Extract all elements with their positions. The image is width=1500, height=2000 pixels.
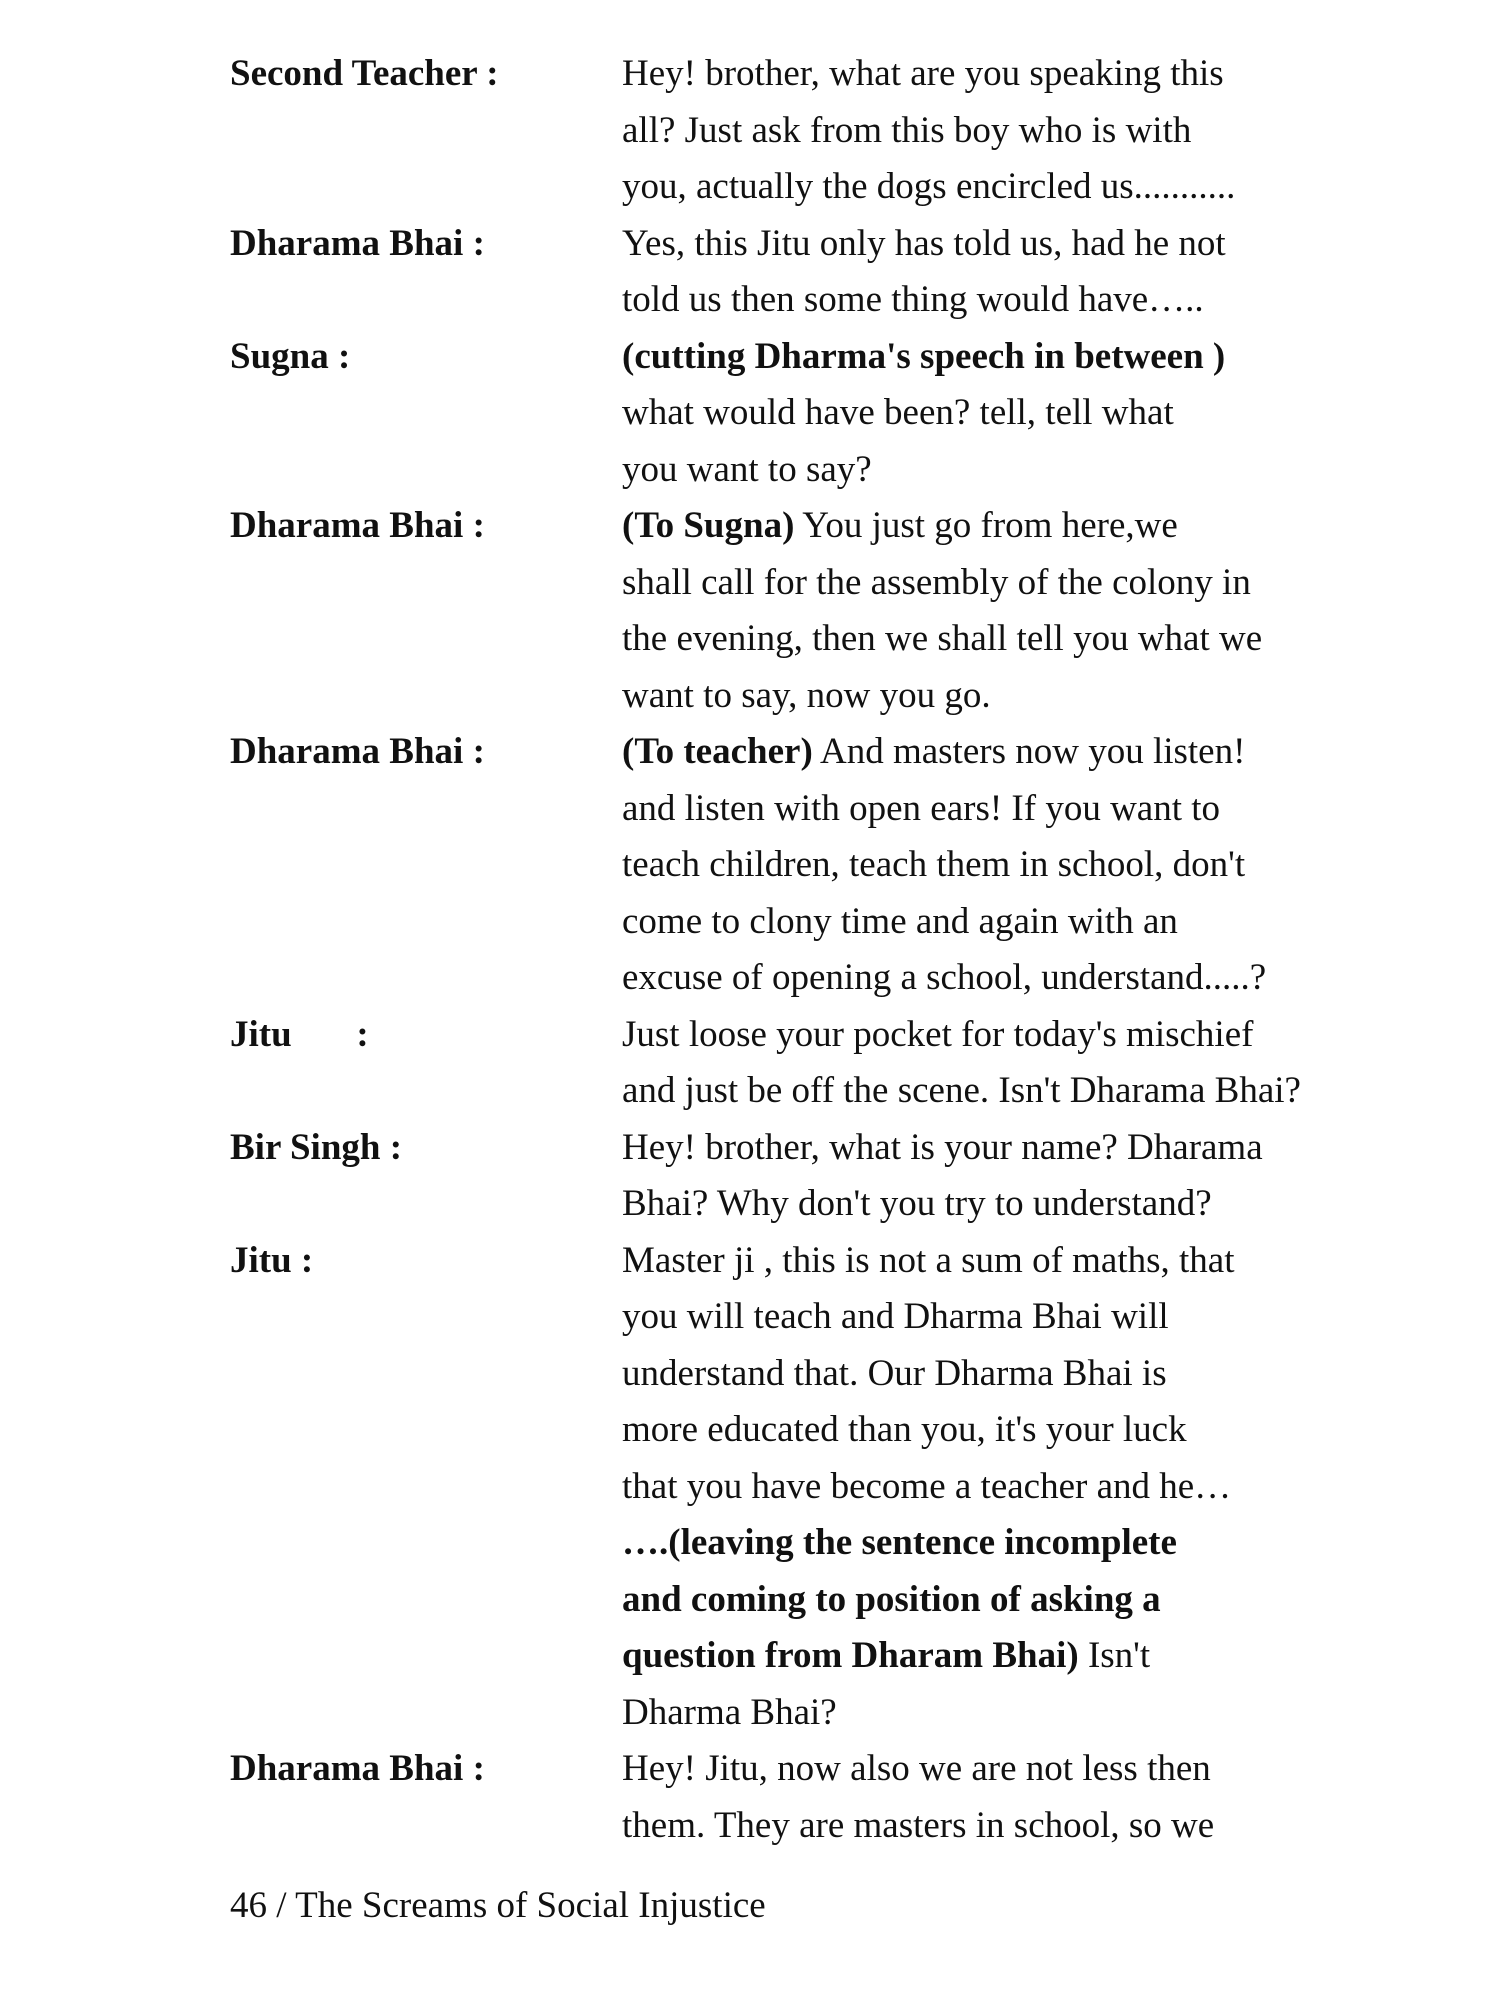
speech-segment: And masters now you listen!: [812, 731, 1246, 772]
speaker-name: Sugna :: [230, 335, 351, 377]
speech-line: [622, 103, 1282, 160]
speech-segment: all? Just ask from this boy who is with: [622, 109, 1192, 151]
speech-line: [622, 1402, 1282, 1459]
dialogue-entry: [0, 1120, 1500, 1233]
speech-text: [622, 1741, 1282, 1854]
speech-segment: you, actually the dogs encircled us...........: [622, 166, 1236, 207]
dialogue-entry: [0, 46, 1500, 216]
speech-line: [622, 1628, 1282, 1685]
speech-line: [622, 216, 1282, 273]
speech-text: [622, 329, 1282, 499]
dialogue-entry: [0, 1007, 1500, 1120]
dialogue-list: [0, 46, 1500, 1854]
speech-line: [622, 1515, 1282, 1572]
speech-line: [622, 1233, 1282, 1290]
speech-segment: them. They are masters in school, so we: [622, 1804, 1215, 1846]
speech-text: [622, 46, 1282, 216]
dialogue-entry: [0, 329, 1500, 499]
speech-segment: and listen with open ears! If you want to: [622, 787, 1221, 829]
speech-line: [622, 1346, 1282, 1403]
speaker-name: Dharama Bhai :: [230, 1748, 485, 1789]
speech-line: [622, 1007, 1282, 1064]
speech-line: [622, 1176, 1282, 1233]
speech-text: [622, 1233, 1282, 1742]
speech-segment: more educated than you, it's your luck: [622, 1409, 1187, 1450]
speaker-name: Bir Singh :: [230, 1126, 403, 1168]
stage-direction: (To teacher): [622, 731, 813, 772]
speech-segment: Just loose your pocket for today's mischief: [622, 1013, 1254, 1055]
stage-direction: (cutting Dharma's speech in between ): [622, 335, 1226, 377]
speech-line: [622, 1685, 1282, 1742]
speech-line: [622, 781, 1282, 838]
speech-line: [622, 159, 1282, 216]
speech-line: [622, 46, 1282, 103]
speech-line: [622, 1063, 1301, 1120]
dialogue-entry: [0, 498, 1500, 724]
speech-text: [622, 1120, 1282, 1233]
speech-segment: Yes, this Jitu only has told us, had he not: [622, 222, 1226, 264]
speech-segment: want to say, now you go.: [622, 674, 991, 716]
speech-line: [622, 724, 1282, 781]
speech-segment: You just go from here,we: [794, 505, 1178, 546]
stage-direction: question from Dharam Bhai): [622, 1635, 1079, 1676]
speech-text: [622, 498, 1282, 724]
speech-line: [622, 329, 1282, 386]
speech-line: [622, 668, 1282, 725]
speech-segment: Dharma Bhai?: [622, 1691, 837, 1733]
page-footer: 46 / The Screams of Social Injustice: [230, 1885, 766, 1926]
stage-direction: and coming to position of asking a: [622, 1578, 1161, 1620]
speech-segment: that you have become a teacher and he…: [622, 1465, 1232, 1507]
speech-segment: Master ji , this is not a sum of maths, that: [622, 1239, 1235, 1281]
speech-line: [622, 894, 1282, 951]
speech-line: [622, 611, 1282, 668]
speech-segment: shall call for the assembly of the colony in: [622, 561, 1251, 603]
speech-segment: teach children, teach them in school, don't: [622, 844, 1246, 885]
speech-line: [622, 1572, 1282, 1629]
dialogue-entry: [0, 724, 1500, 1007]
speech-segment: Bhai? Why don't you try to understand?: [622, 1183, 1212, 1224]
dialogue-entry: [0, 1233, 1500, 1742]
speech-segment: you want to say?: [622, 448, 872, 490]
speech-line: [622, 272, 1282, 329]
speaker-name: Jitu :: [230, 1013, 369, 1055]
speech-line: [622, 1120, 1282, 1177]
speech-line: [622, 555, 1282, 612]
speech-segment: what would have been? tell, tell what: [622, 392, 1174, 433]
speaker-name: Jitu :: [230, 1239, 314, 1281]
speech-segment: you will teach and Dharma Bhai will: [622, 1296, 1169, 1337]
speaker-name: Dharama Bhai :: [230, 222, 485, 264]
speech-line: [622, 837, 1282, 894]
speech-segment: Isn't: [1078, 1635, 1151, 1676]
speech-line: [622, 1798, 1282, 1855]
speech-text: [622, 216, 1282, 329]
speech-text: [622, 724, 1282, 1007]
speech-segment: Hey! brother, what are you speaking this: [622, 53, 1224, 94]
speech-segment: understand that. Our Dharma Bhai is: [622, 1352, 1167, 1394]
speech-segment: excuse of opening a school, understand.....?: [622, 957, 1267, 998]
speech-line: [622, 498, 1282, 555]
speech-line: [622, 950, 1282, 1007]
speaker-name: Dharama Bhai :: [230, 731, 485, 772]
speech-segment: Hey! Jitu, now also we are not less then: [622, 1748, 1211, 1789]
speech-line: [622, 385, 1282, 442]
speech-line: [622, 1459, 1282, 1516]
dialogue-entry: [0, 1741, 1500, 1854]
speech-segment: come to clony time and again with an: [622, 900, 1178, 942]
speech-text: [622, 1007, 1301, 1120]
speech-line: [622, 442, 1282, 499]
dialogue-entry: [0, 216, 1500, 329]
speech-segment: told us then some thing would have…..: [622, 279, 1204, 320]
speaker-name: Dharama Bhai :: [230, 505, 485, 546]
stage-direction: (To Sugna): [622, 505, 795, 546]
stage-direction: ….(leaving the sentence incomplete: [622, 1522, 1177, 1563]
speaker-name: Second Teacher :: [230, 53, 499, 94]
speech-segment: and just be off the scene. Isn't Dharama Bhai?: [622, 1070, 1301, 1111]
speech-line: [622, 1741, 1282, 1798]
speech-segment: Hey! brother, what is your name? Dharama: [622, 1126, 1263, 1168]
speech-line: [622, 1289, 1282, 1346]
speech-segment: the evening, then we shall tell you what we: [622, 618, 1263, 659]
